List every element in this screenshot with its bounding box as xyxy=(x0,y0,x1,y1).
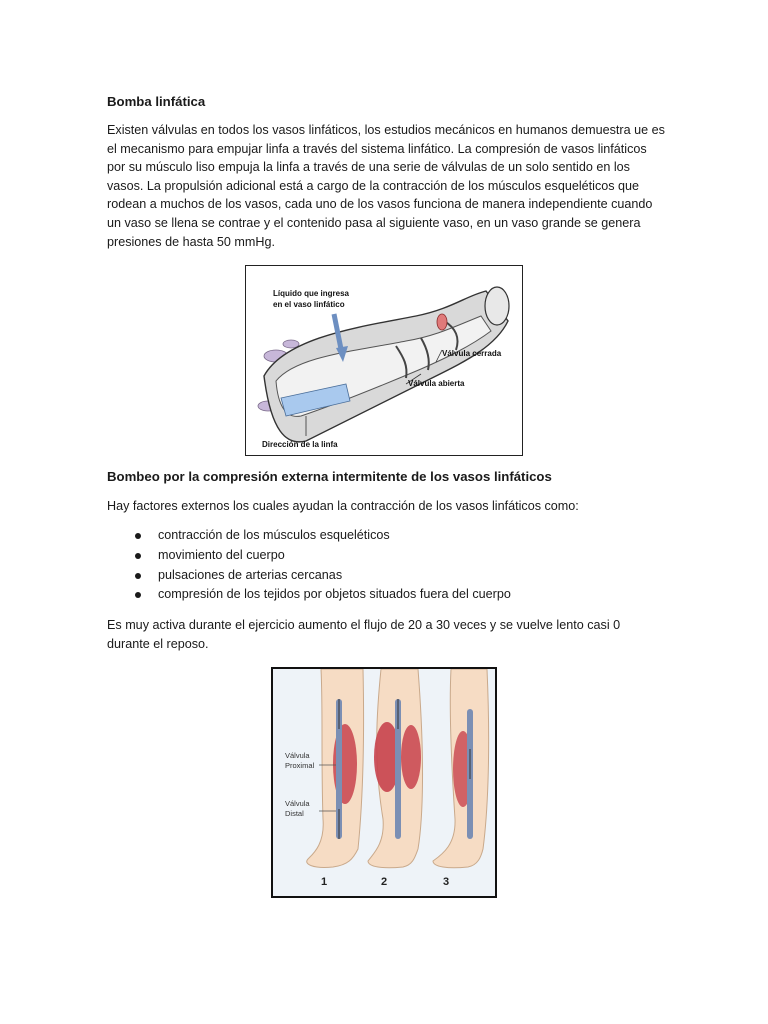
paragraph-ejercicio: Es muy activa durante el ejercicio aumento el flujo de 20 a 30 veces y se vuelve lento casi 0 durante el reposo. xyxy=(107,618,621,651)
leg-panel-1 xyxy=(307,669,364,867)
leg-panel-3 xyxy=(433,669,489,868)
label-liquid-line2: en el vaso linfático xyxy=(273,300,345,309)
list-item-text: pulsaciones de arterias cercanas xyxy=(158,567,343,582)
list-item-text: compresión de los tejidos por objetos situados fuera del cuerpo xyxy=(158,587,511,602)
lymph-vessel-figure xyxy=(245,265,523,456)
factors-list xyxy=(107,526,511,605)
lymph-vessel-illustration xyxy=(246,266,522,455)
heading-bomba-linfatica: Bomba linfática xyxy=(107,94,206,109)
leg-valves-figure xyxy=(271,667,497,898)
panel-number-3: 3 xyxy=(443,876,450,888)
bullet-icon xyxy=(135,553,141,559)
leg-panel-2 xyxy=(368,669,423,868)
bullet-icon xyxy=(135,533,141,539)
list-item xyxy=(107,546,511,566)
list-item xyxy=(107,585,511,605)
label-distal-line1: Válvula xyxy=(285,799,310,808)
label-proximal-line1: Válvula xyxy=(285,751,310,760)
bullet-icon xyxy=(135,592,141,598)
list-item-text: movimiento del cuerpo xyxy=(158,547,285,562)
leg-valves-illustration xyxy=(273,669,495,896)
paragraph-bomba-linfatica: Existen válvulas en todos los vasos linfáticos, los estudios mecánicos en humanos demuestra ue es el mecanismo para empujar linfa a través del sistema linfático. La compresión de vasos linfáticos por su músculo liso empuja la linfa a través de una serie de válvulas de un solo sentido en los vasos. La propulsión adicional está a cargo de la contracción de los músculos esqueléticos que rodean a muchos de los vasos, cada uno de los vasos funciona de manera independiente cuando un vaso se llena se contrae y el contenido pasa al siguiente vaso, en un vaso grande se genera presiones de hasta 50 mmHg. xyxy=(107,123,665,249)
list-item xyxy=(107,526,511,546)
list-item xyxy=(107,566,511,586)
list-item-text: contracción de los músculos esqueléticos xyxy=(158,528,390,542)
heading-bombeo-compresion: Bombeo por la compresión externa intermitente de los vasos linfáticos xyxy=(107,469,552,484)
label-direction: Dirección de la linfa xyxy=(262,440,338,449)
paragraph-factores: Hay factores externos los cuales ayudan la contracción de los vasos linfáticos como: xyxy=(107,499,579,513)
label-liquid-line1: Líquido que ingresa xyxy=(273,289,350,298)
label-proximal-line2: Proximal xyxy=(285,761,315,770)
bullet-icon xyxy=(135,573,141,579)
panel-number-2: 2 xyxy=(381,876,388,888)
label-distal-line2: Distal xyxy=(285,809,304,818)
label-open-valve: Válvula abierta xyxy=(408,379,465,388)
label-closed-valve: Válvula cerrada xyxy=(442,349,502,358)
panel-number-1: 1 xyxy=(321,876,328,888)
